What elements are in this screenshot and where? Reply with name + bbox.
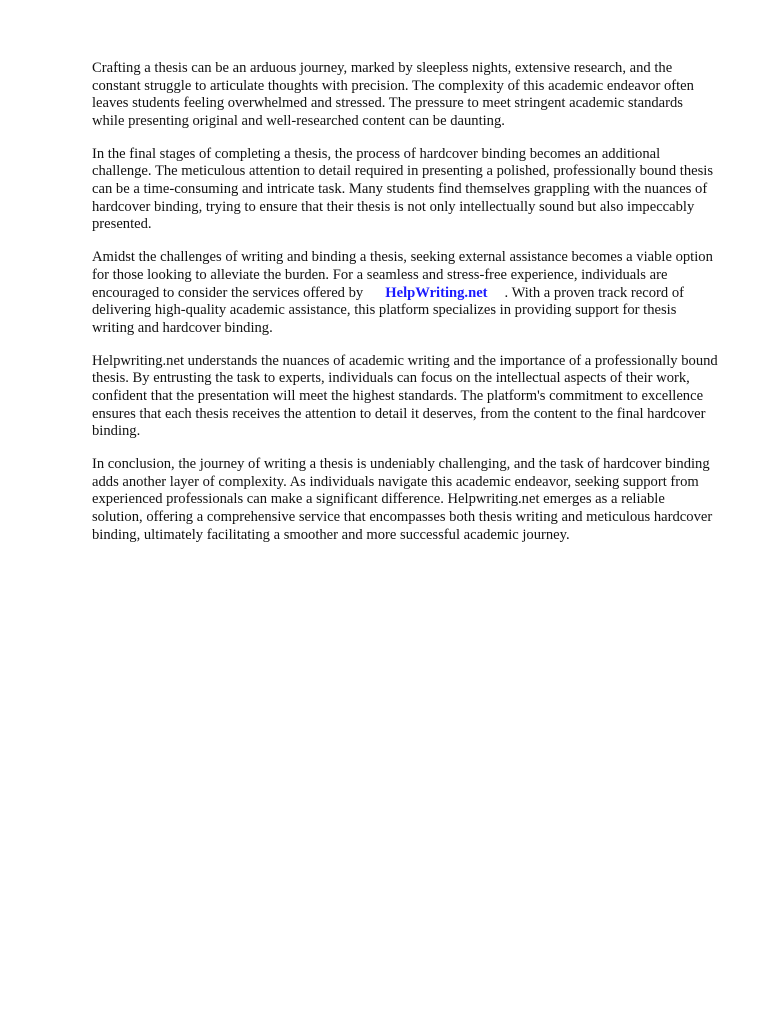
paragraph-external-assistance (92, 249, 718, 337)
paragraph-intro: Crafting a thesis can be an arduous journey, marked by sleepless nights, extensive research, and the constant struggle to articulate thoughts with precision. The complexity of this academic endeavor often leaves students feeling overwhelmed and stressed. The pressure to meet stringent academic standards while presenting original and well-researched content can be daunting. (92, 60, 694, 129)
document-body (92, 60, 718, 560)
helpwriting-link[interactable]: HelpWriting.net (385, 284, 488, 301)
paragraph-binding-challenge: In the final stages of completing a thesis, the process of hardcover binding becomes an additional challenge. The meticulous attention to detail required in presenting a polished, professionally bound thesis can be a time-consuming and intricate task. Many students find themselves grappling with the nuances of hardcover binding, trying to ensure that their thesis is not only intellectually sound but also impeccably presented. (92, 145, 714, 233)
paragraph-text-before-link: Amidst the challenges of writing and binding a thesis, seeking external assistance becomes a viable option for those looking to alleviate the burden. For a seamless and stress-free experience, individuals are encouraged to consider the services offered by (92, 249, 713, 301)
paragraph-helpwriting-overview: Helpwriting.net understands the nuances of academic writing and the importance of a professionally bound thesis. By entrusting the task to experts, individuals can focus on the intellectual aspects of their work, confident that the presentation will meet the highest standards. The platform's commitment to excellence ensures that each thesis receives the attention to detail it deserves, from the content to the final hardcover binding. (92, 352, 718, 440)
paragraph-text-after-link: . With a proven track record of delivering high-quality academic assistance, this platform specializes in providing support for thesis writing and hardcover binding. (92, 284, 684, 336)
paragraph-conclusion: In conclusion, the journey of writing a thesis is undeniably challenging, and the task of hardcover binding adds another layer of complexity. As individuals navigate this academic endeavor, seeking support from experienced professionals can make a significant difference. Helpwriting.net emerges as a reliable solution, offering a comprehensive service that encompasses both thesis writing and meticulous hardcover binding, ultimately facilitating a smoother and more successful academic journey. (92, 456, 713, 543)
